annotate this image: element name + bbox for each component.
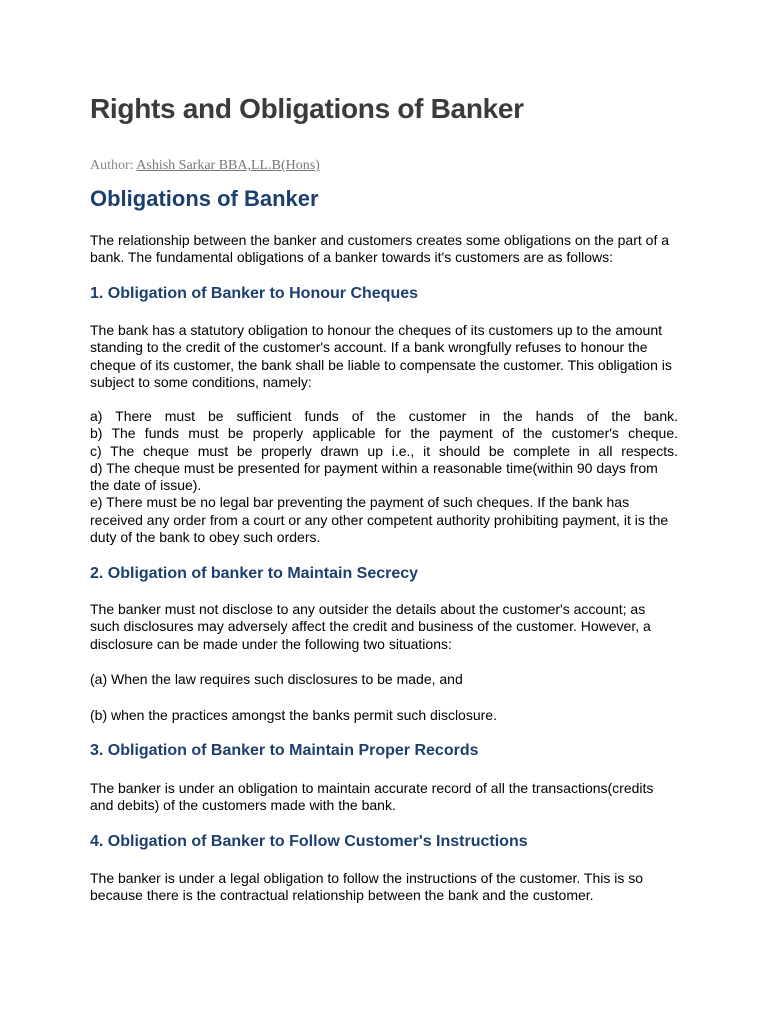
- page-title: Rights and Obligations of Banker: [90, 93, 524, 124]
- condition-d-line1: d) The cheque must be presented for payment within a reasonable time(within 90 days from: [90, 459, 658, 476]
- subsection-1-paragraph: The bank has a statutory obligation to honour the cheques of its customers up to the amount standing to the credit of the customer's account. If a bank wrongfully refuses to honour the cheque of its customer, the bank shall be liable to compensate the customer. This obligation is subject to some conditions, namely:: [90, 322, 672, 390]
- condition-d-word-3: of: [144, 477, 157, 494]
- subsection-3-paragraph: The banker is under an obligation to maintain accurate record of all the transactions(credits and debits) of the customers made with the bank.: [90, 780, 654, 814]
- condition-d-word-2: date: [113, 477, 141, 494]
- author-line: [90, 158, 320, 174]
- condition-d-word-4: issue).: [160, 477, 202, 494]
- secrecy-item-a: (a) When the law requires such disclosures to be made, and: [90, 671, 463, 687]
- condition-d-line2: [90, 477, 678, 494]
- author-label: Author:: [90, 158, 137, 173]
- author-link[interactable]: Ashish Sarkar BBA,LL.B(Hons): [136, 158, 320, 173]
- subsection-heading-4: 4. Obligation of Banker to Follow Customer's Instructions: [90, 833, 528, 850]
- subsection-heading-1: 1. Obligation of Banker to Honour Cheques: [90, 285, 419, 302]
- subsection-2-paragraph: The banker must not disclose to any outsider the details about the customer's account; as such disclosures may adversely affect the credit and business of the customer. However, a disclosure can be made under the following two situations:: [90, 601, 651, 652]
- subsection-heading-2: 2. Obligation of banker to Maintain Secrecy: [90, 565, 419, 582]
- condition-e: e) There must be no legal bar preventing the payment of such cheques. If the bank has received any order from a court or any other competent authority prohibiting payment, it is the duty of the bank to obey such orders.: [90, 494, 669, 546]
- condition-a: a) There must be sufficient funds of the customer in the hands of the bank.: [90, 408, 678, 424]
- condition-d-word-1: the: [90, 477, 110, 494]
- conditions-list: [90, 408, 678, 546]
- condition-b: b) The funds must be properly applicable for the payment of the customer's cheque.: [90, 425, 678, 442]
- intro-paragraph: The relationship between the banker and customers creates some obligations on the part of a bank. The fundamental obligations of a banker towards it's customers are as follows:: [90, 232, 670, 266]
- secrecy-item-b: (b) when the practices amongst the banks permit such disclosure.: [90, 707, 497, 723]
- section-heading: Obligations of Banker: [90, 186, 319, 211]
- subsection-heading-3: 3. Obligation of Banker to Maintain Proper Records: [90, 742, 479, 759]
- subsection-4-paragraph: The banker is under a legal obligation to follow the instructions of the customer. This is so because there is the contractual relationship between the bank and the customer.: [90, 870, 644, 904]
- condition-c: c) The cheque must be properly drawn up i.e., it should be complete in all respects.: [90, 442, 678, 459]
